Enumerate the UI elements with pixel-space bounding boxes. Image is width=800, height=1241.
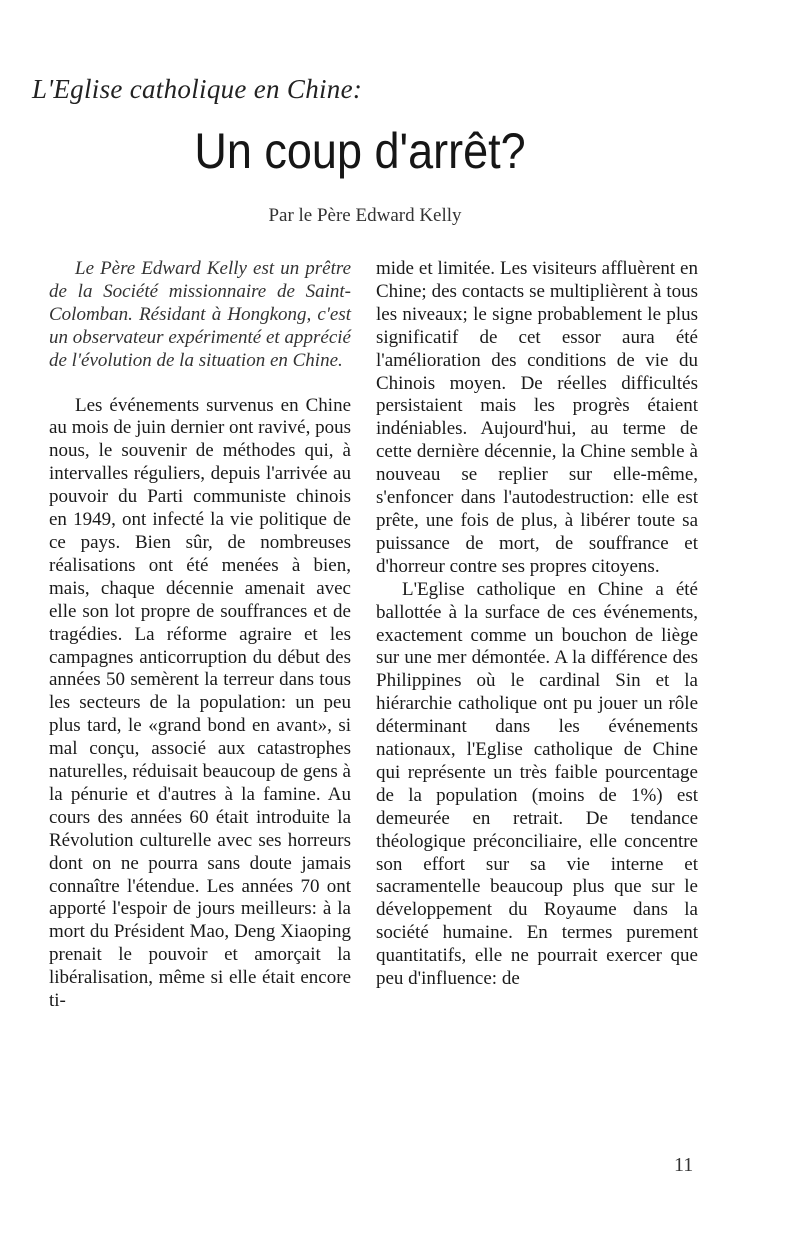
article-byline: Par le Père Edward Kelly (268, 205, 462, 226)
right-column (376, 258, 698, 991)
author-intro: Le Père Edward Kelly est un prêtre de la Société missionnaire de Saint-Colomban. Résidant à Hongkong, c'est un observateur expérimenté et apprécié de l'évolution de la situation en Chine. (49, 258, 351, 371)
article-title: Un coup d'arrêt? (194, 123, 526, 179)
paragraph-2: L'Eglise catholique en Chine a été ballottée à la surface de ces événements, exactement comme un bouchon de liège sur une mer démontée. A la différence des Philippines où le cardinal Sin et la hiérarchie catholique ont pu jouer un rôle déterminant dans les événements nationaux, l'Eglise catholique de Chine qui représente un très faible pourcentage de la population (moins de 1%) est demeurée en retrait. De tendance théologique préconciliaire, elle concentre son effort sur sa vie interne et sacramentelle beaucoup plus que sur le développement du Royaume dans la société humaine. En termes purement quantitatifs, elle ne pourrait exercer que peu d'influence: de (376, 578, 698, 990)
article-kicker: L'Eglise catholique en Chine: (32, 74, 363, 104)
page-number: 11 (674, 1154, 694, 1176)
paragraph-1-end: mide et limitée. Les visiteurs affluèrent en Chine; des contacts se multiplièrent à tous les niveaux; le signe probablement le plus significatif de cet essor aura été l'amélioration des conditions de vie du Chinois moyen. De réelles difficultés persistaient mais les progrès étaient indéniables. Aujourd'hui, au terme de cette dernière décennie, la Chine semble à nouveau se replier sur elle-même, s'enfoncer dans l'autodestruction: elle est prête, une fois de plus, à libérer toute sa puissance de mort, de souffrance et d'horreur contre ses propres citoyens. (376, 258, 698, 577)
left-column (49, 258, 351, 1013)
paragraph-1-start: Les événements survenus en Chine au mois de juin dernier ont ravivé, pous nous, le souvenir de méthodes qui, à intervalles réguliers, depuis l'arrivée au pouvoir du Parti communiste chinois en 1949, ont infecté la vie politique de ce pays. Bien sûr, de nombreuses réalisations ont été menées à bien, mais, chaque décennie amenait avec elle son lot propre de souffrances et de tragédies. La réforme agraire et les campagnes anticorruption du début des années 50 semèrent la terreur dans tous les secteurs de la population: un peu plus tard, le «grand bond en avant», si mal conçu, associé aux catastrophes naturelles, réduisait beaucoup de gens à la pénurie et d'autres à la famine. Au cours des années 60 était introduite la Révolution culturelle avec ses horreurs dont on ne pourra sans doute jamais connaître l'étendue. Les années 70 ont apporté l'espoir de jours meilleurs: à la mort du Président Mao, Deng Xiaoping prenait le pouvoir et amorçait la libéralisation, même si elle était encore ti- (49, 394, 351, 1012)
